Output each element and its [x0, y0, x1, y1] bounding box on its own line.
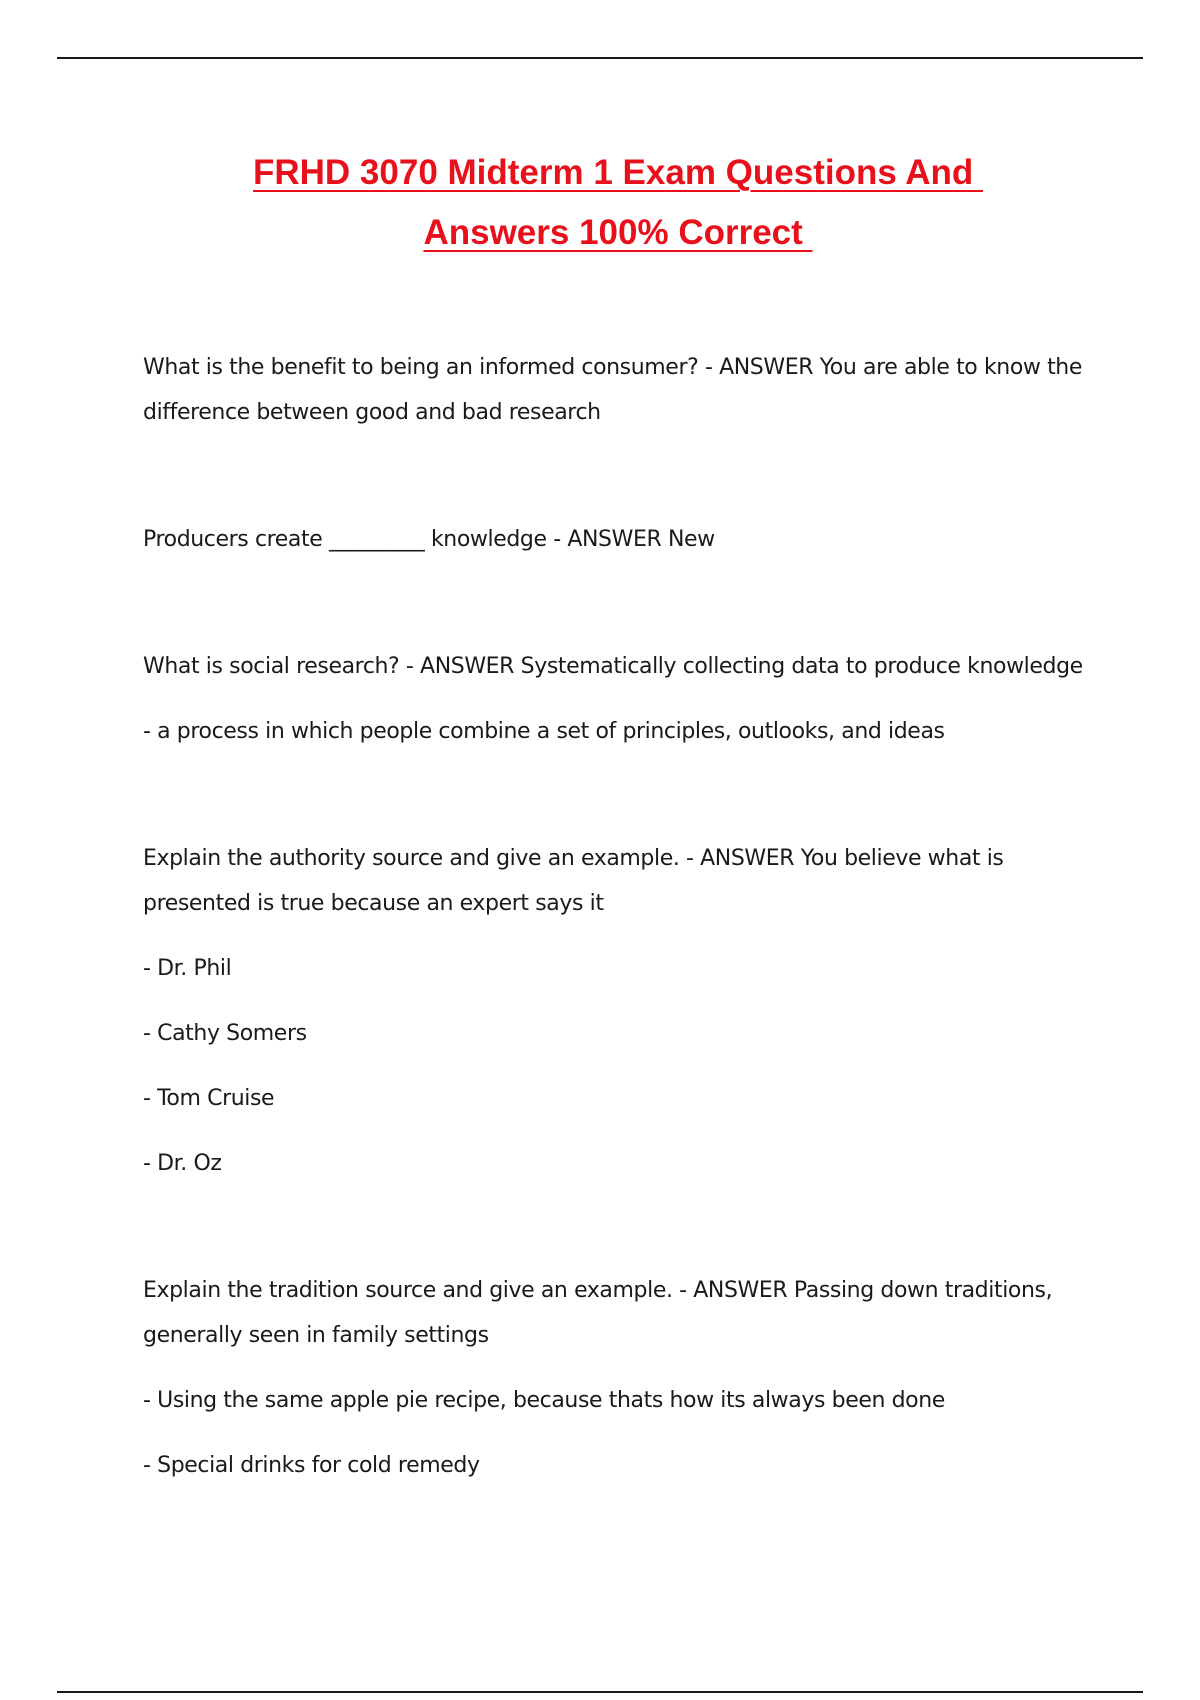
qa-text: Explain the authority source and give an example. - ANSWER You believe what is presented is true because an expert says it — [143, 846, 1004, 916]
qa-text: What is social research? - ANSWER Systematically collecting data to produce knowledge — [143, 654, 1083, 679]
qa-block-3 — [143, 644, 1103, 754]
qa-block-1 — [143, 345, 1103, 435]
qa-list-item: - Tom Cruise — [143, 1086, 275, 1111]
qa-block-4 — [143, 836, 1103, 1186]
qa-block-2 — [143, 517, 1103, 562]
qa-list-item: - Using the same apple pie recipe, because thats how its always been done — [143, 1388, 945, 1413]
qa-block-5 — [143, 1268, 1103, 1488]
qa-list-item: - Special drinks for cold remedy — [143, 1453, 480, 1478]
qa-text: Producers create _________ knowledge - ANSWER New — [143, 527, 715, 552]
qa-list-item: - Dr. Oz — [143, 1151, 222, 1176]
qa-text: Explain the tradition source and give an example. - ANSWER Passing down traditions, generally seen in family settings — [143, 1278, 1053, 1348]
top-rule — [57, 57, 1143, 59]
title-line-1: FRHD 3070 Midterm 1 Exam Questions And — [253, 153, 983, 192]
qa-list-item: - Cathy Somers — [143, 1021, 307, 1046]
bottom-rule — [57, 1691, 1143, 1693]
title-line-2: Answers 100% Correct — [423, 213, 813, 252]
document-title — [0, 143, 1200, 263]
qa-content — [143, 345, 1103, 1488]
qa-list-item: - Dr. Phil — [143, 956, 232, 981]
qa-list-item: - a process in which people combine a set of principles, outlooks, and ideas — [143, 719, 945, 744]
qa-text: What is the benefit to being an informed consumer? - ANSWER You are able to know the difference between good and bad research — [143, 355, 1082, 425]
